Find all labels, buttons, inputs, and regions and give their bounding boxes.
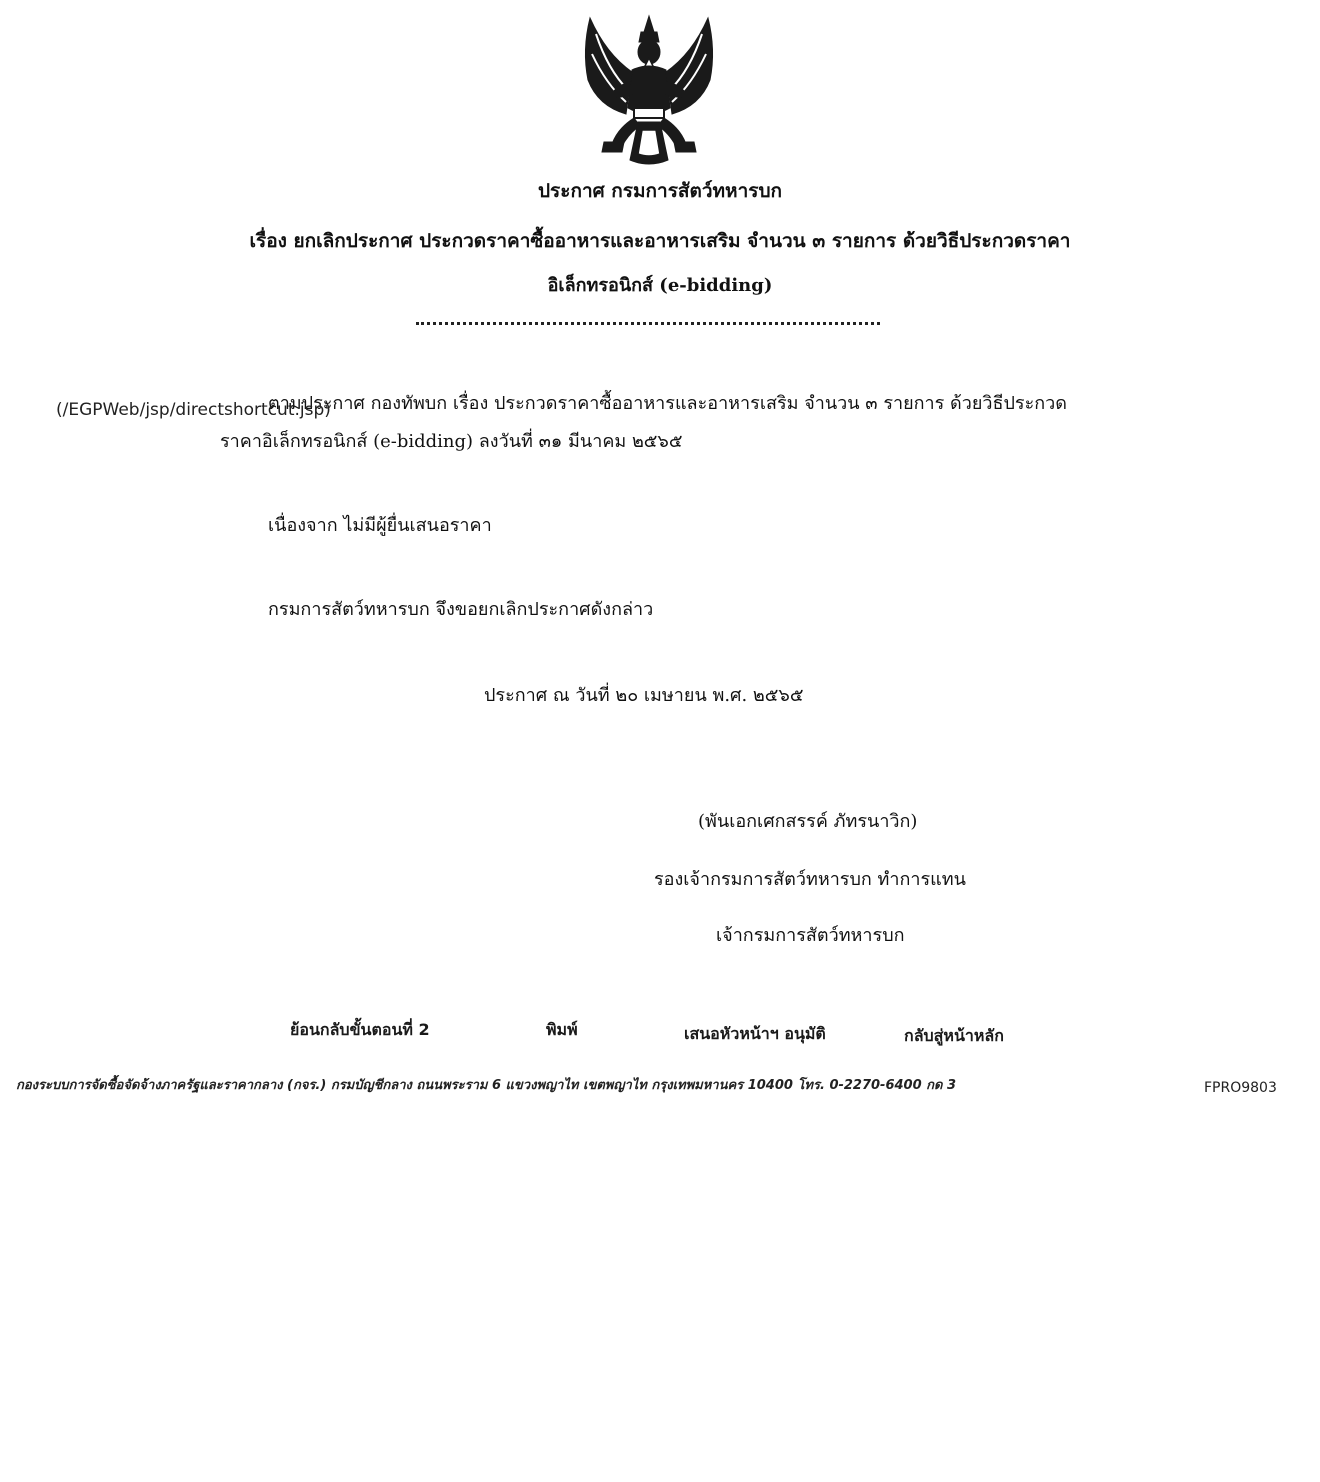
announcement-date: ประกาศ ณ วันที่ ๒๐ เมษายน พ.ศ. ๒๕๖๕	[484, 685, 804, 706]
home-button[interactable]: กลับสู่หน้าหลัก	[904, 1026, 1004, 1045]
signatory-name: (พันเอกเศกสรรค์ ภัทรนาวิก)	[698, 811, 918, 832]
signatory-position-1: รองเจ้ากรมการสัตว์ทหารบก ทำการแทน	[654, 869, 966, 890]
form-code: FPRO9803	[1204, 1080, 1277, 1096]
paragraph-1-line-1: ตามประกาศ กองทัพบก เรื่อง ประกวดราคาซื้ออาหารและอาหารเสริม จำนวน ๓ รายการ ด้วยวิธีประกวด	[268, 393, 1067, 414]
signatory-position-2: เจ้ากรมการสัตว์ทหารบก	[716, 925, 905, 946]
print-button[interactable]: พิมพ์	[546, 1020, 578, 1039]
subject-line-2: อิเล็กทรอนิกส์ (e-bidding)	[547, 275, 773, 296]
url-overlay-label: (/EGPWeb/jsp/directshortcut.jsp)	[56, 400, 331, 420]
propose-approval-button[interactable]: เสนอหัวหน้าฯ อนุมัติ	[684, 1024, 826, 1043]
dotted-divider	[416, 318, 880, 325]
footer-address: กองระบบการจัดซื้อจัดจ้างภาครัฐและราคากลาง (กจร.) กรมบัญชีกลาง ถนนพระราม 6 แขวงพญาไท เขตพญาไท กรุงเทพมหานคร 10400 โทร. 0-2270-6400 กด 3	[16, 1078, 957, 1093]
announcement-title: ประกาศ กรมการสัตว์ทหารบก	[537, 180, 783, 202]
back-step-2-button[interactable]: ย้อนกลับขั้นตอนที่ 2	[290, 1020, 430, 1039]
paragraph-2: เนื่องจาก ไม่มีผู้ยื่นเสนอราคา	[268, 515, 492, 536]
garuda-emblem-icon	[578, 10, 720, 168]
subject-line-1: เรื่อง ยกเลิกประกาศ ประกวดราคาซื้ออาหารและอาหารเสริม จำนวน ๓ รายการ ด้วยวิธีประกวดราคา	[249, 230, 1071, 252]
paragraph-3: กรมการสัตว์ทหารบก จึงขอยกเลิกประกาศดังกล่าว	[268, 599, 654, 620]
paragraph-1-line-2: ราคาอิเล็กทรอนิกส์ (e-bidding) ลงวันที่ ๓๑ มีนาคม ๒๕๖๕	[220, 431, 683, 452]
